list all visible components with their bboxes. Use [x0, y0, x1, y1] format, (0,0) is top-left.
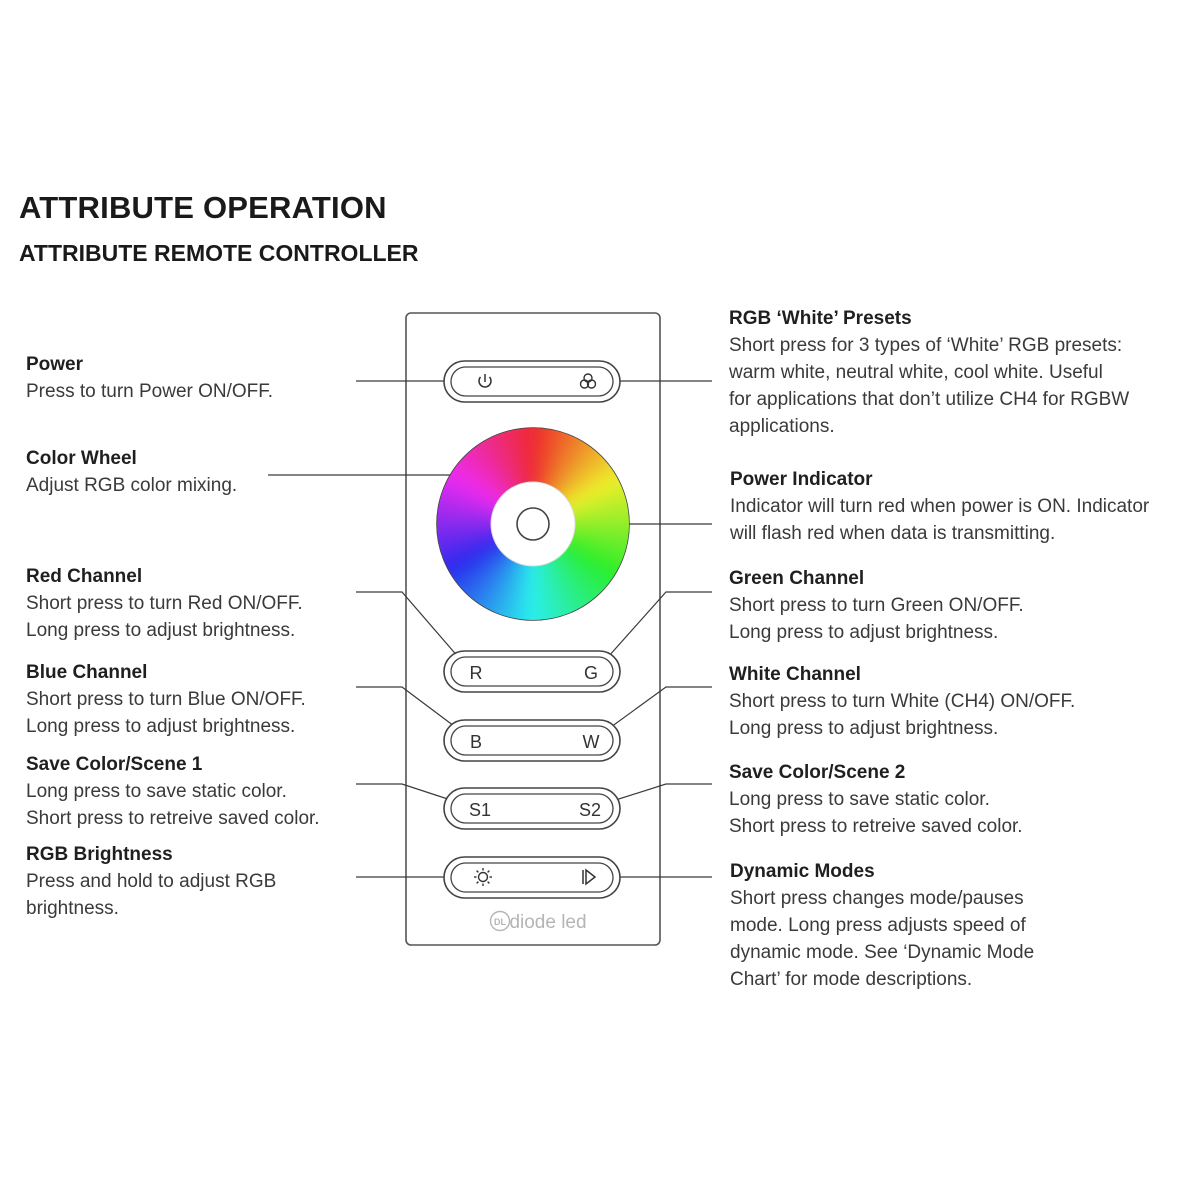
brightness-dynamic-button[interactable] — [444, 857, 620, 898]
annotation-desc: Press and hold to adjust RGB brightness. — [26, 871, 277, 919]
annotation-desc: Long press to save static color. Short press to retreive saved color. — [729, 789, 1023, 837]
annotation-desc: Long press to save static color. Short press to retreive saved color. — [26, 781, 320, 829]
annotation-title: Dynamic Modes — [730, 861, 875, 882]
brand-name: diode led — [509, 912, 587, 933]
brand-mark-text: DL — [494, 917, 506, 927]
red-green-button[interactable] — [444, 651, 620, 692]
annotation-desc: Short press to turn Blue ON/OFF. Long press to adjust brightness. — [26, 689, 306, 737]
power-indicator — [517, 508, 549, 540]
scene-2-button-label: S2 — [578, 800, 602, 820]
annotation-desc: Adjust RGB color mixing. — [26, 475, 238, 496]
green-button-label: G — [583, 663, 599, 683]
blue-button-label: B — [469, 732, 483, 752]
annotation-desc: Short press for 3 types of ‘White’ RGB presets: warm white, neutral white, cool white. Useful for applications that don’t utilize CH4 for RGBW applications. — [729, 335, 1130, 437]
annotation-title: Save Color/Scene 1 — [26, 754, 203, 775]
annotation-title: RGB ‘White’ Presets — [729, 308, 912, 329]
annotation-desc: Short press changes mode/pauses mode. Long press adjusts speed of dynamic mode. See ‘Dynamic Mode Chart’ for mode descriptions. — [730, 888, 1035, 990]
annotation-title: Power — [26, 354, 84, 375]
remote-body — [406, 313, 660, 945]
power-presets-button[interactable] — [444, 361, 620, 402]
annotation-title: Save Color/Scene 2 — [729, 762, 906, 783]
annotation-title: Red Channel — [26, 566, 143, 587]
red-button-label: R — [469, 663, 483, 683]
scene-1-button-label: S1 — [468, 800, 492, 820]
annotation-desc: Short press to turn Green ON/OFF. Long press to adjust brightness. — [729, 595, 1024, 643]
annotation-title: Green Channel — [729, 568, 865, 589]
page-title: ATTRIBUTE OPERATION — [19, 190, 387, 225]
scene-button[interactable] — [444, 788, 620, 829]
blue-white-button[interactable] — [444, 720, 620, 761]
annotation-title: Color Wheel — [26, 448, 137, 469]
page-subtitle: ATTRIBUTE REMOTE CONTROLLER — [19, 240, 419, 266]
annotation-title: RGB Brightness — [26, 844, 173, 865]
annotation-desc: Press to turn Power ON/OFF. — [26, 381, 274, 402]
white-button-label: W — [582, 732, 600, 752]
annotation-desc: Indicator will turn red when power is ON. Indicator will flash red when data is transmitting. — [730, 496, 1150, 544]
annotation-desc: Short press to turn Red ON/OFF. Long press to adjust brightness. — [26, 593, 303, 641]
annotation-title: White Channel — [729, 664, 861, 685]
annotation-title: Power Indicator — [730, 469, 873, 490]
annotation-title: Blue Channel — [26, 662, 148, 683]
annotation-desc: Short press to turn White (CH4) ON/OFF. Long press to adjust brightness. — [729, 691, 1076, 739]
